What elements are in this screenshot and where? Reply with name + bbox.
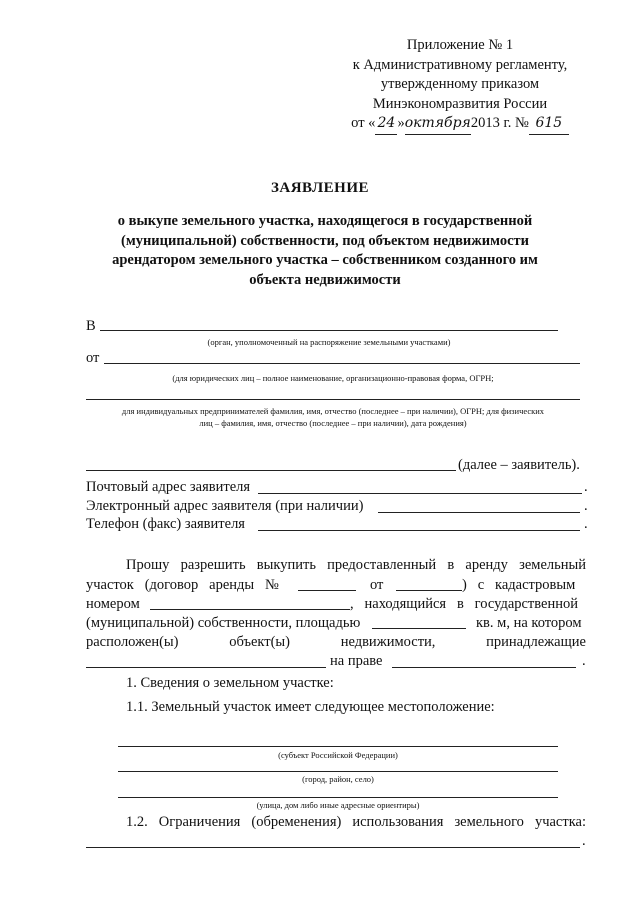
request-line-2c: ) с кадастровым [462,577,576,593]
email-field-line[interactable] [378,512,580,513]
document-subtitle: о выкупе земельного участка, находящегося в государственной (муниципальной) собственности, под объектом недвижимости арендатором земельного участка – собственником созданного им объекта недвижимости [112,213,538,288]
request-line-6-end: . [582,653,586,669]
appendix-line: Минэкономразвития России [372,95,548,112]
restrictions-dot: . [582,833,586,849]
cadastral-number-field[interactable] [150,609,350,610]
from-field-line[interactable] [104,363,580,364]
request-word: принадлежащие [486,634,586,650]
request-word: объект(ы) [229,634,290,650]
date-mid: » [397,115,405,131]
applicant-suffix: (далее – заявитель). [458,457,580,473]
request-line-1 [126,557,586,574]
request-word: аренду [465,557,508,573]
section-1-2-word: (обременения) [251,814,342,830]
subject-caption: (субъект Российской Федерации) [278,750,398,760]
document-title: ЗАЯВЛЕНИЕ [270,180,370,196]
request-word: Прошу [126,557,170,573]
request-word: земельный [519,557,586,573]
request-line-4b: кв. м, на котором [476,615,582,631]
request-line-5 [86,634,586,651]
city-caption: (город, район, село) [302,774,374,784]
section-1-2-word: Ограничения [158,814,241,830]
lease-number-field[interactable] [298,590,356,591]
phone-field-line[interactable] [258,530,580,531]
from-label: от [86,350,100,366]
request-word: разрешить [180,557,246,573]
request-line-3a: номером [86,596,140,612]
section-1-heading: 1. Сведения о земельном участке: [126,675,334,691]
postal-field-line[interactable] [258,493,582,494]
from-caption-2b: лиц – фамилия, имя, отчество (последнее – при наличии), дата рождения) [199,418,467,428]
from-caption-2a: для индивидуальных предпринимателей фамилия, имя, отчество (последнее – при наличии), ОГРН; для физических [121,406,545,416]
order-number: 615 [529,114,569,135]
date-day: 24 [375,114,397,135]
request-line-2a: участок (договор аренды № [86,577,279,593]
request-word: расположен(ы) [86,634,179,650]
section-1-2-word: использования [352,814,444,830]
city-field[interactable] [118,771,558,772]
request-line-2b: от [370,577,384,593]
request-word: предоставленный [327,557,437,573]
to-label: В [86,318,96,334]
date-year: 2013 г. № [470,115,529,131]
request-word: недвижимости, [340,634,436,650]
appendix-line: Приложение № 1 [406,37,514,53]
date-month: октября [405,114,471,135]
section-1-2 [126,814,586,831]
section-1-1: 1.1. Земельный участок имеет следующее местоположение: [126,699,495,715]
subject-field[interactable] [118,746,558,747]
request-line-3b: , находящийся в государственной [350,596,578,612]
to-field-line[interactable] [100,330,558,331]
postal-label: Почтовый адрес заявителя [86,479,251,495]
appendix-block [330,36,590,135]
from-caption: (для юридических лиц – полное наименование, организационно-правовая форма, ОГРН; [172,373,494,383]
request-word: в [447,557,455,573]
lease-date-field[interactable] [396,590,462,591]
email-dot: . [584,498,588,514]
email-label: Электронный адрес заявителя (при наличии) [86,498,364,514]
appendix-line: к Административному регламенту, [352,56,568,73]
section-1-2-word: участка: [534,814,586,830]
appendix-line: утвержденному приказом [380,76,540,92]
postal-dot: . [584,479,588,495]
phone-dot: . [584,516,588,532]
section-1-2-word: земельного [454,814,524,830]
appendix-date-line [330,114,590,135]
request-line-6b: на праве [330,653,383,669]
request-word: выкупить [256,557,316,573]
owner-field[interactable] [86,667,326,668]
phone-label: Телефон (факс) заявителя [86,516,245,532]
to-caption: (орган, уполномоченный на распоряжение земельными участками) [207,337,451,347]
section-1-2-word: 1.2. [126,814,148,830]
street-caption: (улица, дом либо иные адресные ориентиры) [256,800,420,810]
street-field[interactable] [118,797,558,798]
from-field-line-2[interactable] [86,399,580,400]
restrictions-field[interactable] [86,847,580,848]
area-field[interactable] [372,628,466,629]
request-line-4a: (муниципальной) собственности, площадью [86,615,361,631]
date-prefix: от « [351,115,376,131]
right-type-field[interactable] [392,667,576,668]
applicant-field-line[interactable] [86,470,456,471]
